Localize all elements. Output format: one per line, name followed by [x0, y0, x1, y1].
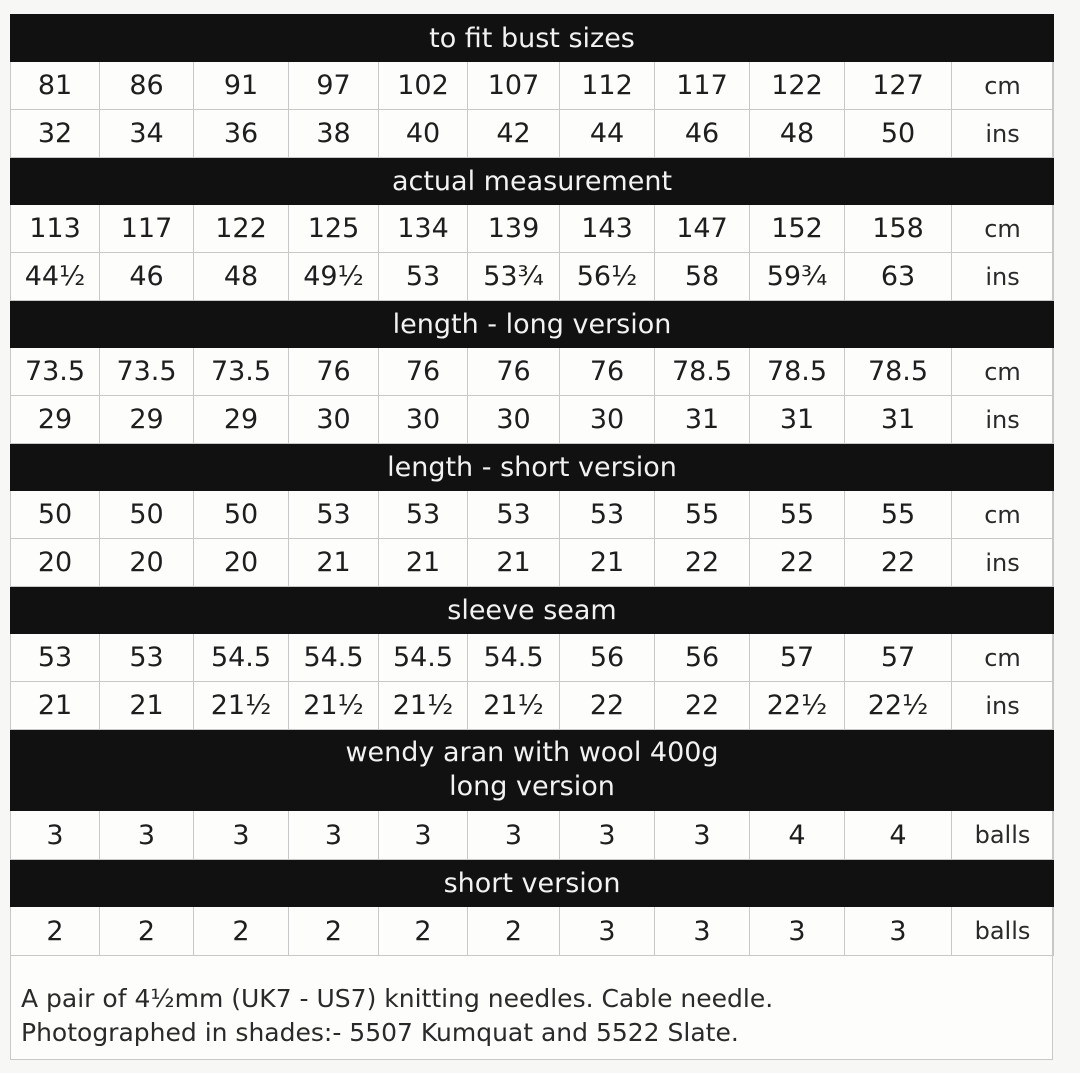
size-value-cell: 3: [11, 811, 100, 860]
size-table-body: [11, 15, 1054, 956]
size-value-cell: 22½: [750, 682, 845, 730]
section-subtitle: long version: [449, 771, 615, 802]
size-value-cell: 3: [468, 811, 560, 860]
section-header-row: [11, 860, 1054, 907]
size-value-cell: 50: [11, 491, 100, 539]
size-value-cell: 2: [379, 907, 468, 956]
size-value-cell: 107: [468, 62, 560, 110]
size-value-cell: 58: [655, 253, 750, 301]
size-value-cell: 73.5: [100, 348, 194, 396]
size-value-cell: 112: [560, 62, 655, 110]
table-row: [11, 205, 1054, 253]
size-value-cell: 117: [100, 205, 194, 253]
size-value-cell: 78.5: [750, 348, 845, 396]
size-value-cell: 22: [845, 539, 952, 587]
size-value-cell: 54.5: [379, 634, 468, 682]
size-value-cell: 57: [750, 634, 845, 682]
size-value-cell: 78.5: [655, 348, 750, 396]
size-value-cell: 21: [100, 682, 194, 730]
size-value-cell: 20: [194, 539, 289, 587]
size-value-cell: 50: [194, 491, 289, 539]
unit-cell: balls: [952, 907, 1054, 956]
table-row: [11, 811, 1054, 860]
size-value-cell: 30: [289, 396, 379, 444]
size-value-cell: 21: [468, 539, 560, 587]
size-value-cell: 21: [289, 539, 379, 587]
size-value-cell: 44: [560, 110, 655, 158]
table-row: [11, 634, 1054, 682]
size-value-cell: 3: [655, 907, 750, 956]
size-value-cell: 3: [379, 811, 468, 860]
size-value-cell: 46: [655, 110, 750, 158]
unit-cell: cm: [952, 491, 1054, 539]
size-value-cell: 2: [289, 907, 379, 956]
size-value-cell: 78.5: [845, 348, 952, 396]
table-row: [11, 539, 1054, 587]
size-value-cell: 22: [655, 682, 750, 730]
size-value-cell: 117: [655, 62, 750, 110]
unit-cell: ins: [952, 253, 1054, 301]
size-value-cell: 54.5: [468, 634, 560, 682]
size-value-cell: 54.5: [194, 634, 289, 682]
size-value-cell: 125: [289, 205, 379, 253]
size-value-cell: 22½: [845, 682, 952, 730]
size-value-cell: 139: [468, 205, 560, 253]
size-value-cell: 31: [750, 396, 845, 444]
table-row: [11, 62, 1054, 110]
size-value-cell: 22: [750, 539, 845, 587]
size-value-cell: 56½: [560, 253, 655, 301]
size-value-cell: 40: [379, 110, 468, 158]
size-value-cell: 31: [655, 396, 750, 444]
section-header-row: [11, 301, 1054, 348]
size-value-cell: 21: [379, 539, 468, 587]
size-value-cell: 3: [655, 811, 750, 860]
section-header: [11, 860, 1054, 907]
section-title: length - long version: [392, 308, 672, 340]
size-value-cell: 29: [11, 396, 100, 444]
size-value-cell: 3: [560, 811, 655, 860]
size-value-cell: 21: [11, 682, 100, 730]
size-value-cell: 3: [194, 811, 289, 860]
size-value-cell: 76: [379, 348, 468, 396]
size-value-cell: 29: [100, 396, 194, 444]
section-title: length - short version: [387, 451, 677, 483]
table-row: [11, 348, 1054, 396]
size-value-cell: 73.5: [11, 348, 100, 396]
unit-cell: ins: [952, 396, 1054, 444]
size-value-cell: 4: [750, 811, 845, 860]
section-title: short version: [443, 867, 621, 899]
size-value-cell: 56: [560, 634, 655, 682]
size-value-cell: 53: [289, 491, 379, 539]
size-value-cell: 143: [560, 205, 655, 253]
size-value-cell: 55: [845, 491, 952, 539]
section-header: [11, 15, 1054, 62]
size-chart: [10, 14, 1053, 1060]
size-value-cell: 42: [468, 110, 560, 158]
size-value-cell: 53: [100, 634, 194, 682]
size-value-cell: 102: [379, 62, 468, 110]
section-header-row: [11, 587, 1054, 634]
size-value-cell: 53: [379, 253, 468, 301]
size-value-cell: 59¾: [750, 253, 845, 301]
size-value-cell: 20: [11, 539, 100, 587]
size-value-cell: 2: [468, 907, 560, 956]
unit-cell: cm: [952, 348, 1054, 396]
size-value-cell: 29: [194, 396, 289, 444]
section-header-row: [11, 730, 1054, 811]
table-row: [11, 110, 1054, 158]
section-title: wendy aran with wool 400g: [345, 737, 719, 768]
unit-cell: cm: [952, 62, 1054, 110]
section-title: to fit bust sizes: [429, 22, 635, 54]
section-header: [11, 158, 1054, 205]
size-value-cell: 122: [194, 205, 289, 253]
section-header: [11, 444, 1054, 491]
size-value-cell: 57: [845, 634, 952, 682]
size-value-cell: 21½: [289, 682, 379, 730]
size-value-cell: 2: [100, 907, 194, 956]
size-value-cell: 50: [845, 110, 952, 158]
size-value-cell: 53: [379, 491, 468, 539]
size-value-cell: 48: [194, 253, 289, 301]
size-value-cell: 73.5: [194, 348, 289, 396]
size-value-cell: 76: [560, 348, 655, 396]
size-value-cell: 127: [845, 62, 952, 110]
size-value-cell: 3: [560, 907, 655, 956]
section-header-row: [11, 158, 1054, 205]
size-value-cell: 86: [100, 62, 194, 110]
table-row: [11, 907, 1054, 956]
size-value-cell: 49½: [289, 253, 379, 301]
shades-note: Photographed in shades:- 5507 Kumquat and 5522 Slate.: [21, 1018, 739, 1047]
size-value-cell: 81: [11, 62, 100, 110]
size-value-cell: 53: [468, 491, 560, 539]
unit-cell: cm: [952, 634, 1054, 682]
size-value-cell: 158: [845, 205, 952, 253]
unit-cell: ins: [952, 682, 1054, 730]
size-value-cell: 3: [750, 907, 845, 956]
size-value-cell: 91: [194, 62, 289, 110]
size-value-cell: 32: [11, 110, 100, 158]
size-value-cell: 46: [100, 253, 194, 301]
unit-cell: cm: [952, 205, 1054, 253]
size-value-cell: 2: [194, 907, 289, 956]
size-value-cell: 20: [100, 539, 194, 587]
section-title: sleeve seam: [447, 594, 617, 626]
size-value-cell: 53: [11, 634, 100, 682]
size-value-cell: 36: [194, 110, 289, 158]
size-value-cell: 30: [379, 396, 468, 444]
size-value-cell: 152: [750, 205, 845, 253]
size-value-cell: 147: [655, 205, 750, 253]
size-value-cell: 21½: [379, 682, 468, 730]
size-value-cell: 21½: [194, 682, 289, 730]
unit-cell: balls: [952, 811, 1054, 860]
size-value-cell: 2: [11, 907, 100, 956]
table-row: [11, 491, 1054, 539]
table-row: [11, 396, 1054, 444]
size-value-cell: 4: [845, 811, 952, 860]
size-value-cell: 76: [289, 348, 379, 396]
size-value-cell: 53: [560, 491, 655, 539]
size-value-cell: 30: [468, 396, 560, 444]
section-header-row: [11, 15, 1054, 62]
size-value-cell: 53¾: [468, 253, 560, 301]
size-value-cell: 76: [468, 348, 560, 396]
size-value-cell: 21½: [468, 682, 560, 730]
needles-note: A pair of 4½mm (UK7 - US7) knitting needles. Cable needle.: [21, 984, 774, 1013]
size-value-cell: 48: [750, 110, 845, 158]
size-value-cell: 113: [11, 205, 100, 253]
size-value-cell: 50: [100, 491, 194, 539]
size-value-cell: 55: [750, 491, 845, 539]
size-value-cell: 44½: [11, 253, 100, 301]
size-value-cell: 3: [100, 811, 194, 860]
size-value-cell: 55: [655, 491, 750, 539]
size-value-cell: 3: [845, 907, 952, 956]
table-row: [11, 682, 1054, 730]
unit-cell: ins: [952, 110, 1054, 158]
section-header: [11, 730, 1054, 811]
section-title: actual measurement: [391, 165, 673, 197]
size-value-cell: 54.5: [289, 634, 379, 682]
size-value-cell: 21: [560, 539, 655, 587]
size-value-cell: 22: [655, 539, 750, 587]
size-value-cell: 3: [289, 811, 379, 860]
section-header: [11, 301, 1054, 348]
size-value-cell: 34: [100, 110, 194, 158]
unit-cell: ins: [952, 539, 1054, 587]
size-value-cell: 38: [289, 110, 379, 158]
size-value-cell: 134: [379, 205, 468, 253]
size-value-cell: 122: [750, 62, 845, 110]
section-header-row: [11, 444, 1054, 491]
size-value-cell: 22: [560, 682, 655, 730]
size-value-cell: 56: [655, 634, 750, 682]
size-value-cell: 63: [845, 253, 952, 301]
section-header: [11, 587, 1054, 634]
size-value-cell: 30: [560, 396, 655, 444]
size-value-cell: 31: [845, 396, 952, 444]
size-value-cell: 97: [289, 62, 379, 110]
materials-notes: [21, 982, 773, 1050]
table-row: [11, 253, 1054, 301]
size-table: [10, 14, 1054, 956]
